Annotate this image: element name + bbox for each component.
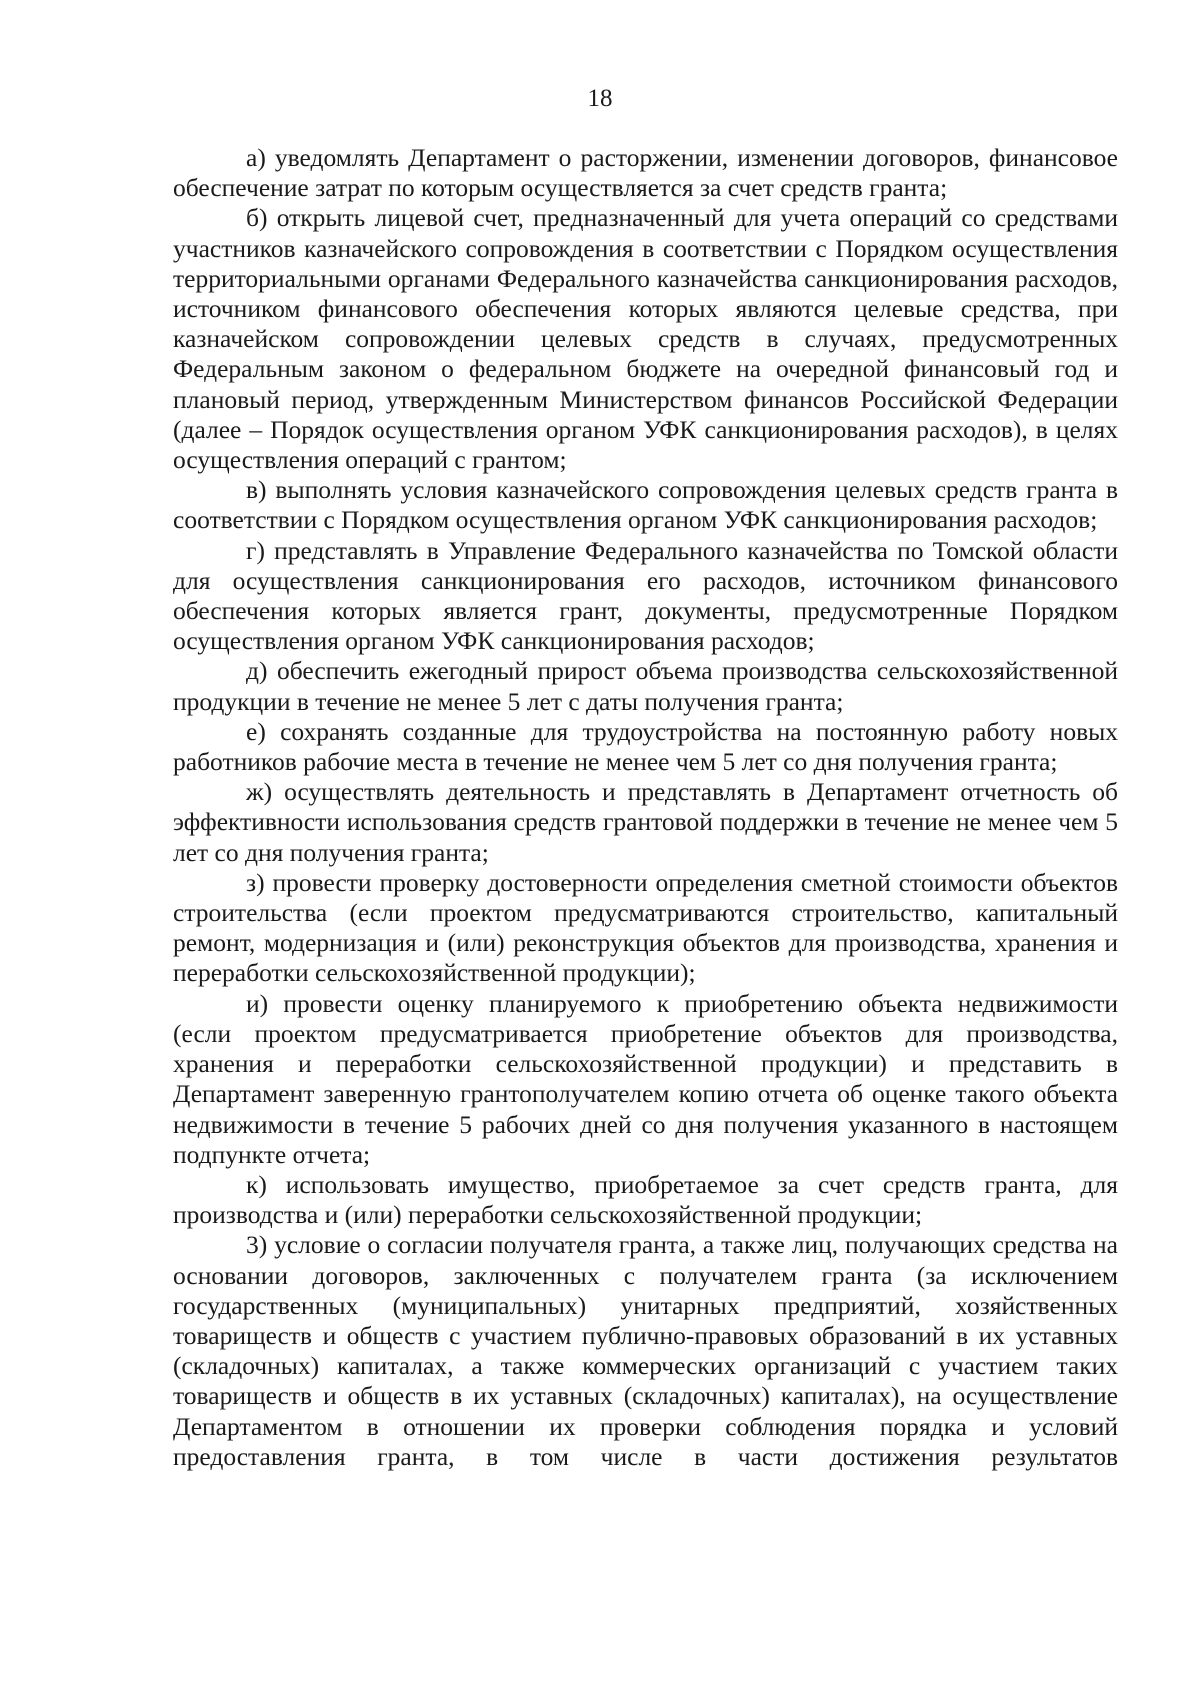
paragraph-d: д) обеспечить ежегодный прирост объема производства сельскохозяйственной продукции в течение не менее 5 лет с даты получения гранта;	[173, 656, 1118, 716]
paragraph-zh: ж) осуществлять деятельность и представлять в Департамент отчетность об эффективности использования средств грантовой поддержки в течение не менее чем 5 лет со дня получения гранта;	[173, 777, 1118, 867]
paragraph-z: з) провести проверку достоверности определения сметной стоимости объектов строительства (если проектом предусматриваются строительство, капитальный ремонт, модернизация и (или) реконструкция объектов для производства, хранения и переработки сельскохозяйственной продукции);	[173, 867, 1118, 988]
paragraph-b: б) открыть лицевой счет, предназначенный для учета операций со средствами участников казначейского сопровождения в соответствии с Порядком осуществления территориальными органами Федерального казначейства санкционирования расходов, источником финансового обеспечения которых являются целевые средства, при казначейском сопровождении целевых средств в случаях, предусмотренных Федеральным законом о федеральном бюджете на очередной финансовый год и плановый период, утвержденным Министерством финансов Российской Федерации (далее – Порядок осуществления органом УФК санкционирования расходов), в целях осуществления операций с грантом;	[173, 203, 1118, 475]
paragraph-g: г) представлять в Управление Федерального казначейства по Томской области для осуществления санкционирования его расходов, источником финансового обеспечения которых является грант, документы, предусмотренные Порядком осуществления органом УФК санкционирования расходов;	[173, 535, 1118, 656]
paragraph-v: в) выполнять условия казначейского сопровождения целевых средств гранта в соответствии с Порядком осуществления органом УФК санкционирования расходов;	[173, 475, 1118, 535]
paragraph-3: 3) условие о согласии получателя гранта, а также лиц, получающих средства на основании договоров, заключенных с получателем гранта (за исключением государственных (муниципальных) унитарных предприятий, хозяйственных товариществ и обществ с участием публично-правовых образований в их уставных (складочных) капиталах, а также коммерческих организаций с участием таких товариществ и обществ в их уставных (складочных) капиталах), на осуществление Департаментом в отношении их проверки соблюдения порядка и условий предоставления гранта, в том числе в части достижения результатов	[173, 1230, 1118, 1471]
document-body	[173, 143, 1118, 1472]
paragraph-i: и) провести оценку планируемого к приобретению объекта недвижимости (если проектом предусматривается приобретение объектов для производства, хранения и переработки сельскохозяйственной продукции) и представить в Департамент заверенную грантополучателем копию отчета об оценке такого объекта недвижимости в течение 5 рабочих дней со дня получения указанного в настоящем подпункте отчета;	[173, 988, 1118, 1169]
page-number: 18	[587, 85, 613, 112]
paragraph-a: а) уведомлять Департамент о расторжении, изменении договоров, финансовое обеспечение затрат по которым осуществляется за счет средств гранта;	[173, 143, 1118, 203]
paragraph-e: е) сохранять созданные для трудоустройства на постоянную работу новых работников рабочие места в течение не менее чем 5 лет со дня получения гранта;	[173, 716, 1118, 777]
paragraph-k: к) использовать имущество, приобретаемое за счет средств гранта, для производства и (или) переработки сельскохозяйственной продукции;	[173, 1169, 1118, 1230]
